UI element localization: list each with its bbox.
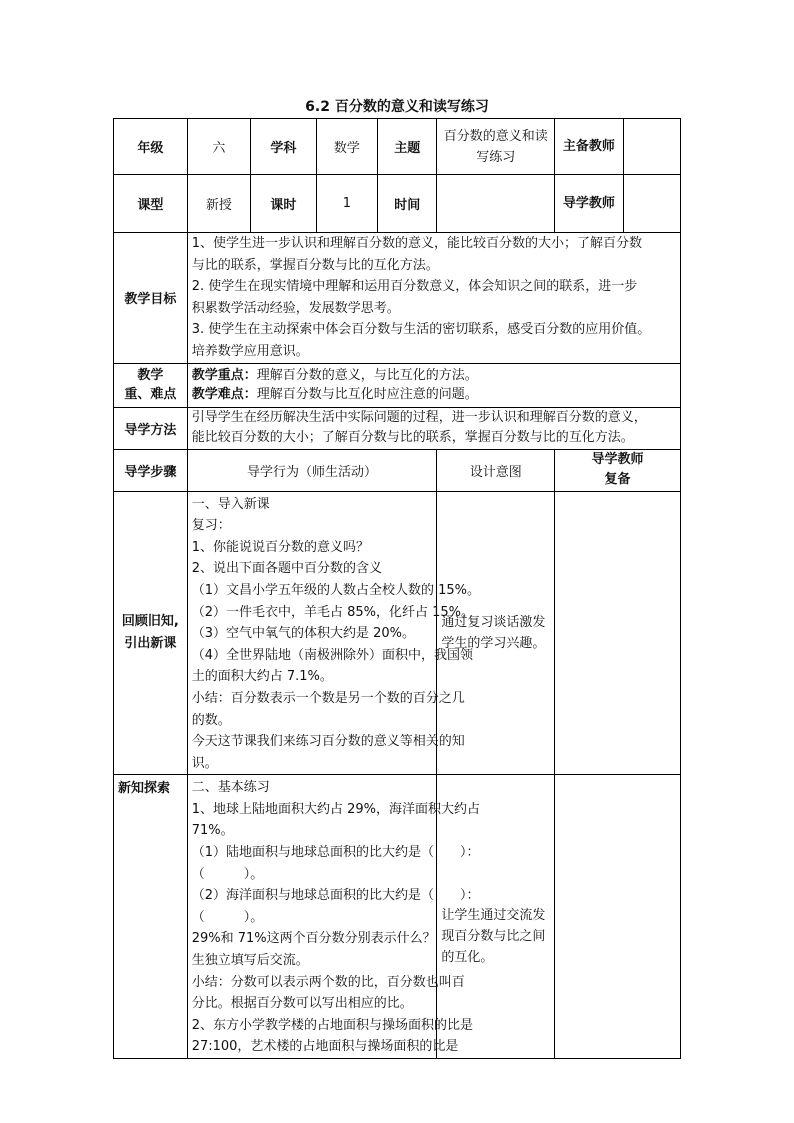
lesson-type-value: 新授 [187,175,250,233]
lesson-type-label: 课型 [114,175,188,233]
grade-value: 六 [187,119,250,175]
time-value [437,175,555,233]
guide-teacher-value [623,175,680,233]
goals-text: 1、使学生进一步认识和理解百分数的意义，能比较百分数的大小；了解百分数 与比的联系，掌握百分数与比的互化方法。 2. 使学生在现实情境中理解和运用百分数意义，体会知识之间的联系，进一步 积累数学活动经验，发展数学思考。 3. 使学生在主动探索中体会百分数与生活的密切联系，感受百分数的应用价值。 培养数学应用意识。 [187,233,680,364]
method-text: 引导学生在经历解决生活中实际问题的过程，进一步认识和理解百分数的意义， 能比较百分数的大小；了解百分数与比的联系，掌握百分数与比的互化方法。 [187,407,680,449]
document-title: 6.2 百分数的意义和读写练习 [305,99,489,115]
goals-row [114,233,681,364]
step-explore-activity: 二、基本练习 1、地球上陆地面积大约占 29%，海洋面积大约占 71%。 （1）陆地面积与地球总面积的比大约是（ ）： （ ）。 （2）海洋面积与地球总面积的比大约是（ ）： （ ）。 29%和 71%这两个百分数分别表示什么？ 生独立填写后交流。 小结：分数可以表示两个数的比，百分数也叫百 分比。根据百分数可以写出相应的比。 2、东方小学教学楼的占地面积与操场面积的比是 27:100，艺术楼的占地面积与操场面积的比是 [187,775,437,1059]
step-review-label: 回顾旧知,引出新课 [114,491,188,775]
method-label: 导学方法 [114,407,188,449]
grade-label: 年级 [114,119,188,175]
step-review-intent: 通过复习谈话激发学生的学习兴趣。 [437,491,555,775]
header-row-1 [114,119,681,175]
key-points-row [114,363,681,407]
lesson-plan-table [113,118,681,1059]
period-label: 课时 [251,175,317,233]
steps-header-row [114,449,681,491]
period-value: 1 [316,175,377,233]
lead-teacher-label: 主备教师 [555,119,624,175]
step-review-teacher [555,491,681,775]
topic-value: 百分数的意义和读写练习 [437,119,555,175]
header-row-2 [114,175,681,233]
step-review-row [114,491,681,775]
steps-header-step: 导学步骤 [114,449,188,491]
lead-teacher-value [623,119,680,175]
step-review-activity: 一、导入新课 复习： 1、你能说说百分数的意义吗？ 2、说出下面各题中百分数的含义 （1）文昌小学五年级的人数占全校人数的 15%。 （2）一件毛衣中，羊毛占 85%，化纤占 15%。 （3）空气中氧气的体积大约是 20%。 （4）全世界陆地（南极洲除外）面积中，我国领 土的面积大约占 7.1%。 小结：百分数表示一个数是另一个数的百分之几 的数。 今天这节课我们来练习百分数的意义等相关的知 识。 [187,491,437,775]
step-explore-intent: 让学生通过交流发现百分数与比之间的互化。 [437,775,555,1059]
step-explore-row [114,775,681,1059]
goals-label: 教学目标 [114,233,188,364]
guide-teacher-label: 导学教师 [555,175,624,233]
topic-label: 主题 [378,119,437,175]
time-label: 时间 [378,175,437,233]
steps-header-activity: 导学行为（师生活动） [187,449,437,491]
step-explore-label: 新知探索 [114,775,188,1059]
subject-value: 数学 [316,119,377,175]
key-points-label: 教学 重、难点 [114,363,188,407]
key-points-text: 教学重点：理解百分数的意义，与比互化的方法。 教学难点：理解百分数与比互化时应注意的问题。 [187,363,680,407]
subject-label: 学科 [251,119,317,175]
step-explore-teacher [555,775,681,1059]
method-row [114,407,681,449]
steps-header-intent: 设计意图 [437,449,555,491]
steps-header-teacher: 导学教师 复备 [555,449,681,491]
